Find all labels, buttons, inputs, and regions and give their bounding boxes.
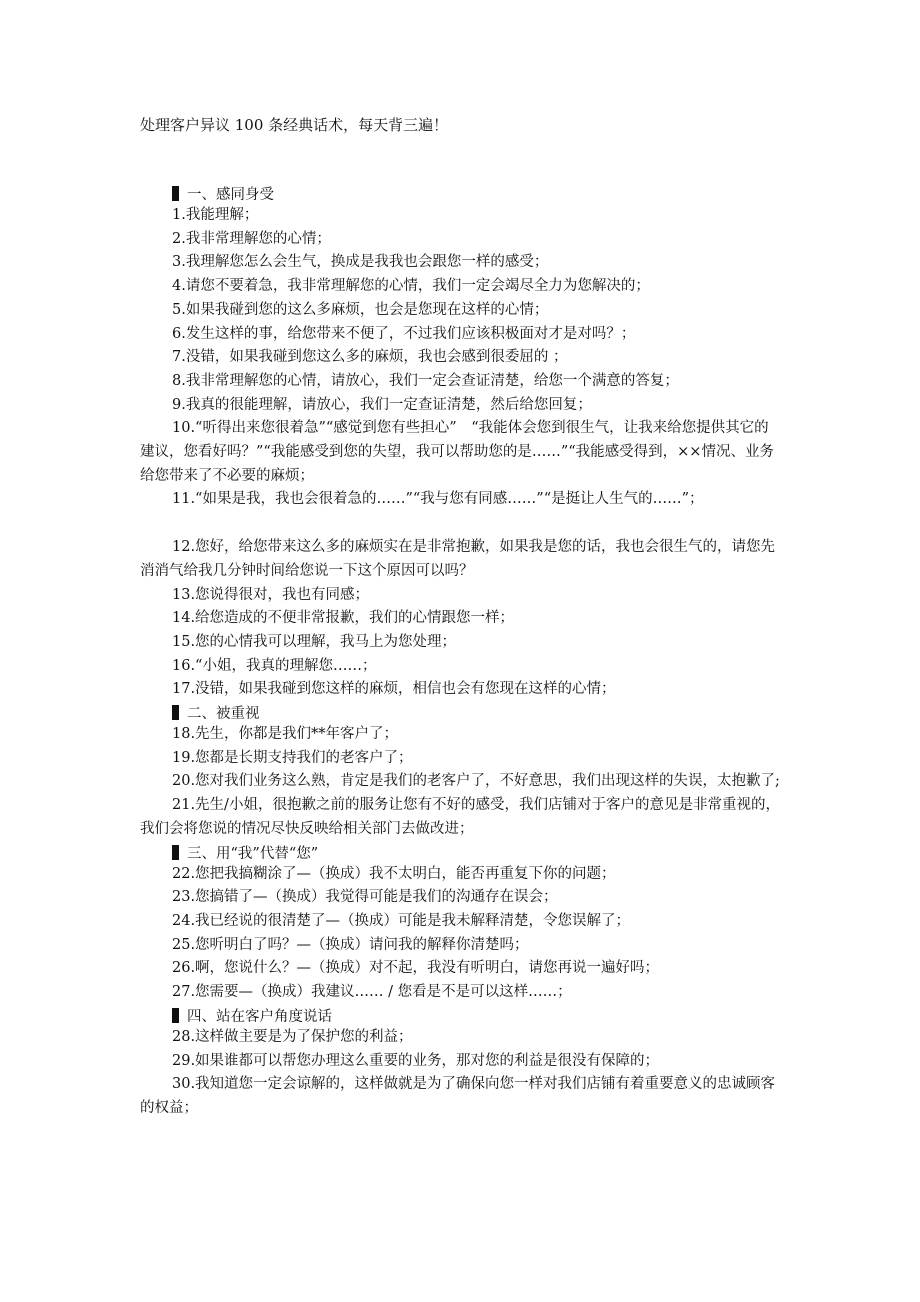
list-item: 4.请您不要着急，我非常理解您的心情，我们一定会竭尽全力为您解决的； [172,278,650,295]
section-heading-label: 一、感同身受 [187,187,274,203]
list-item: 21.先生/小姐，很抱歉之前的服务让您有不好的感受，我们店铺对于客户的意见是非常重视的，我们会将您说的情况尽快反映给相关部门去做改进； [140,797,780,837]
bullet-marker-icon [172,845,179,860]
list-item: 18.先生，你都是我们**年客户了； [172,726,399,743]
list-item: 22.您把我搞糊涂了—（换成）我不太明白，能否再重复下你的问题； [172,865,616,882]
list-item: 9.我真的很能理解，请放心，我们一定查证清楚，然后给您回复； [172,396,592,413]
bullet-marker-icon [172,705,179,720]
section-heading [140,183,782,204]
bullet-marker-icon [172,1008,179,1023]
list-item: 24.我已经说的很清楚了—（换成）可能是我未解释清楚，令您误解了； [172,912,631,929]
list-item: 7.没错，如果我碰到您这么多的麻烦，我也会感到很委屈的 ； [172,349,568,366]
section-heading [140,702,782,723]
list-item: 12.您好，给您带来这么多的麻烦实在是非常抱歉，如果我是您的话，我也会很生气的，请您先消消气给我几分钟时间给您说一下这个原因可以吗？ [140,539,776,579]
document-body [140,183,782,1121]
list-item: 14.给您造成的不便非常报歉，我们的心情跟您一样； [172,610,515,627]
list-item: 26.啊，您说什么？—（换成）对不起，我没有听明白，请您再说一遍好吗； [172,960,660,977]
list-item: 25.您听明白了吗？—（换成）请问我的解释你清楚吗； [172,936,529,953]
list-item: 11.“如果是我，我也会很着急的……”“我与您有同感……”“是挺让人生气的……”； [172,491,704,508]
list-item: 23.您搞错了—（换成）我觉得可能是我们的沟通存在误会； [172,889,558,906]
list-item: 16.“小姐，我真的理解您……； [172,657,377,674]
list-item: 1.我能理解； [172,207,259,223]
document-title: 处理客户异议 100 条经典话术，每天背三遍！ [140,116,449,134]
list-item: 6.发生这样的事，给您带来不便了，不过我们应该积极面对才是对吗？； [172,325,636,342]
list-item: 28.这样做主要是为了保护您的利益； [172,1028,413,1045]
list-item: 3.我理解您怎么会生气，换成是我我也会跟您一样的感受； [172,254,549,271]
list-item: 30.我知道您一定会谅解的，这样做就是为了确保向您一样对我们店铺有着重要意义的忠诚顾客的权益； [140,1076,776,1116]
bullet-marker-icon [172,186,179,201]
section-heading [140,842,782,863]
list-item: 29.如果谁都可以帮您办理这么重要的业务，那对您的利益是很没有保障的； [172,1052,660,1069]
list-item: 19.您都是长期支持我们的老客户了； [172,749,413,766]
list-item: 2.我非常理解您的心情； [172,230,331,247]
list-item: 15.您的心情我可以理解，我马上为您处理； [172,633,457,650]
list-item: 8.我非常理解您的心情，请放心，我们一定会查证清楚，给您一个满意的答复； [172,372,679,389]
list-item: 17.没错，如果我碰到您这样的麻烦，相信也会有您现在这样的心情； [172,681,616,698]
list-item: 10.“听得出来您很着急”“感觉到您有些担心” “我能体会您到很生气，让我来给您提供其它的建议，您看好吗？”“我能感受到您的失望，我可以帮助您的是……”“我能感受得到，××情况、业务给您带来了不必要的麻烦； [140,420,774,484]
section-heading [140,1005,782,1026]
list-item: 13.您说得很对，我也有同感； [172,586,370,603]
list-item: 20.您对我们业务这么熟，肯定是我们的老客户了，不好意思，我们出现这样的失误，太抱歉了; [172,773,780,790]
list-item: 5.如果我碰到您的这么多麻烦，也会是您现在这样的心情； [172,301,549,318]
section-heading-label: 二、被重视 [187,706,260,723]
section-heading-label: 三、用“我”代替“您” [187,845,319,862]
list-item: 27.您需要—（换成）我建议…… / 您看是不是可以这样……； [172,984,572,1001]
section-heading-label: 四、站在客户角度说话 [187,1008,332,1025]
